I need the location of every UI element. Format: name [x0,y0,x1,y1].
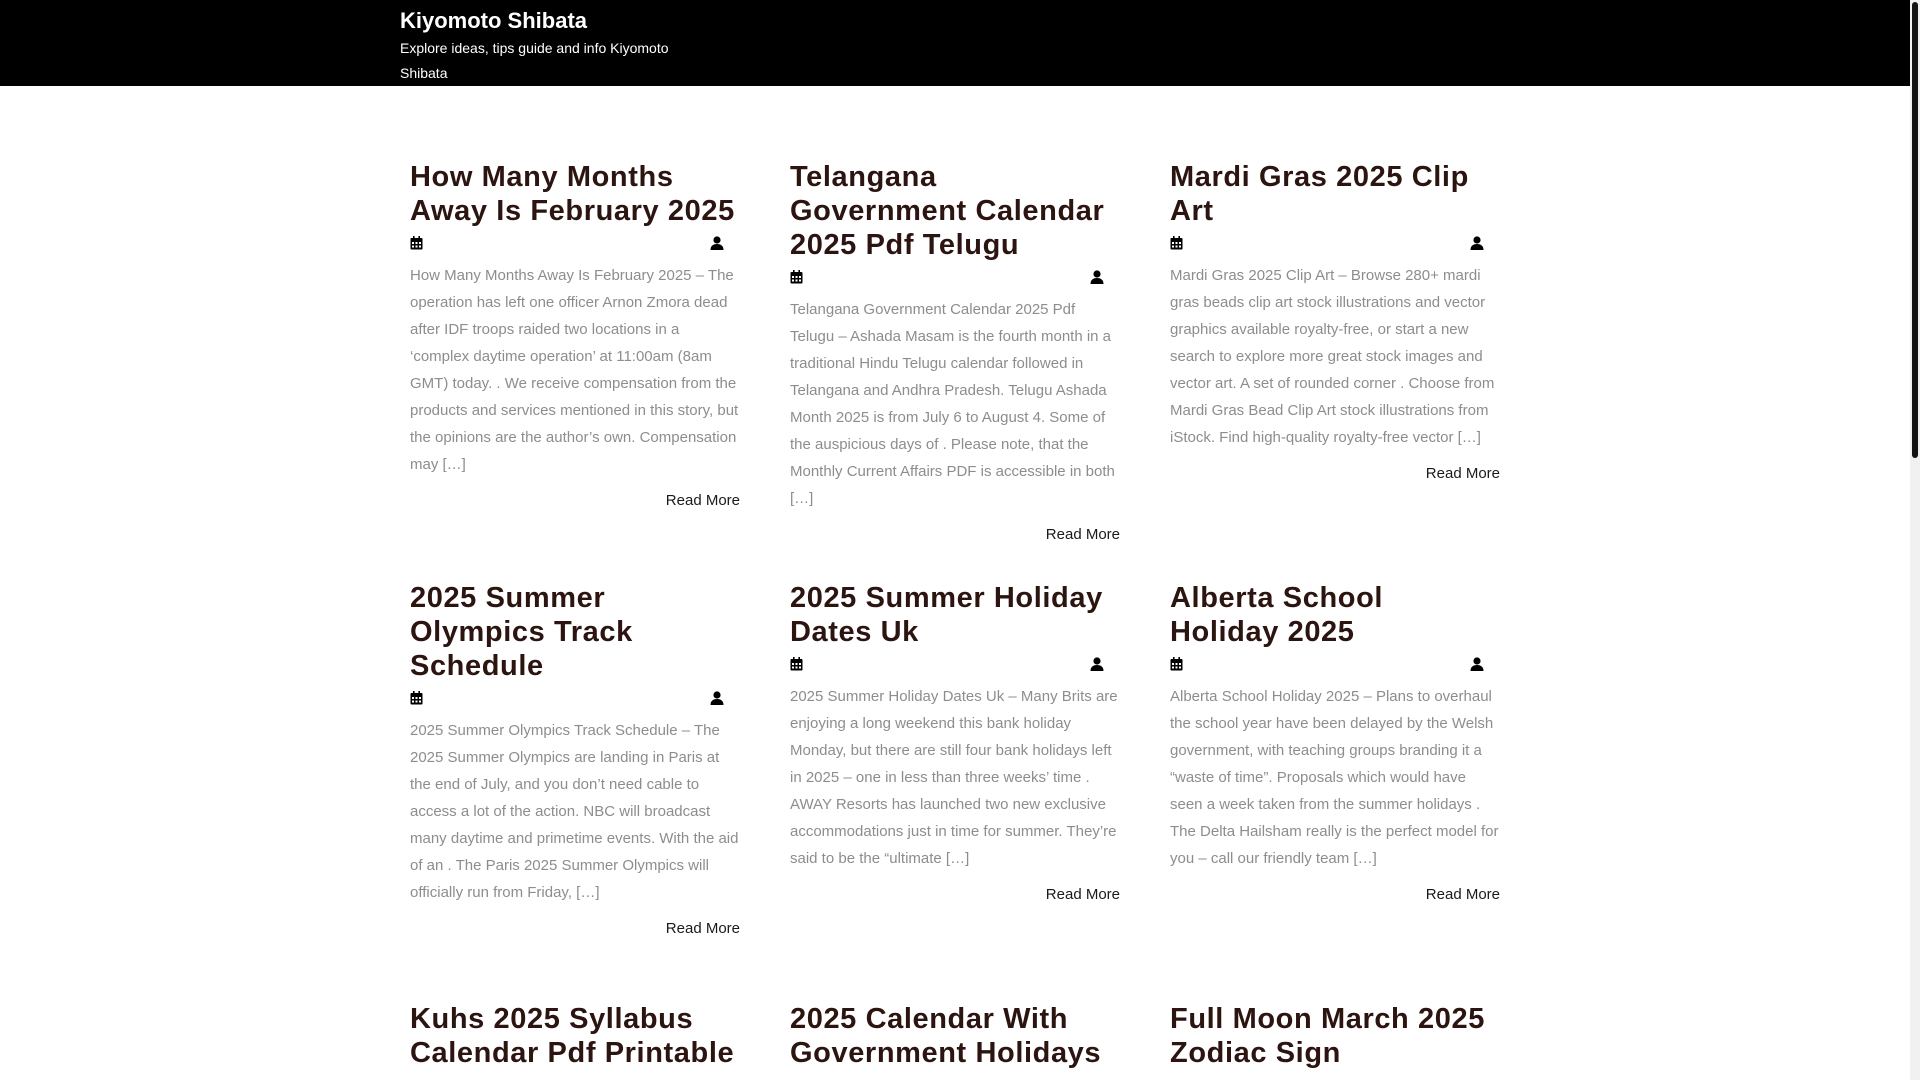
post-meta [790,653,1120,673]
post-excerpt: 2025 Summer Olympics Track Schedule – The 2025 Summer Olympics are landing in Paris at the end of July, and you don’t need cable to access a lot of the action. NBC will broadcast many daytime and primetime events. With the aid of an . The Paris 2025 Summer Olympics will officially run from Friday, […] [410,722,739,901]
read-more-link[interactable]: Read More [1045,526,1120,543]
post-meta [410,687,740,707]
post-excerpt: Mardi Gras 2025 Clip Art – Browse 280+ mardi gras beads clip art stock illustrations and vector graphics available royalty-free, or start a new search to explore more great stock images and vector art. A set of rounded corner . Choose from Mardi Gras Bead Clip Art stock illustrations from iStock. Find high-quality royalty-free vector […] [1170,267,1495,446]
post-card [410,581,740,939]
post-title[interactable]: 2025 Calendar With Government Holidays [790,1003,1102,1069]
user-icon [710,691,724,705]
post-excerpt: How Many Months Away Is February 2025 – The operation has left one officer Arnon Zmora dead after IDF troops raided two locations in a ‘complex daytime operation’ at 11:00am (8am GMT) today. . We receive compensation from the products and services mentioned in this story, but the opinions are the author’s own. Compensation may […] [410,267,739,473]
post-card [790,1002,1120,1070]
calendar-icon [790,270,803,284]
post-excerpt: Alberta School Holiday 2025 – Plans to overhaul the school year have been delayed by the Welsh government, with teaching groups branding it a “waste of time”. Proposals which would have seen a week taken from the summer holidays . The Delta Hailsham really is the perfect model for you – call our friendly team […] [1170,688,1499,867]
post-card [410,160,740,511]
post-card [410,1002,740,1070]
post-excerpt: Telangana Government Calendar 2025 Pdf Telugu – Ashada Masam is the fourth month in a traditional Hindu Telugu calendar followed in Telangana and Andhra Pradesh. Telugu Ashada Month 2025 is from July 6 to August 4. Some of the auspicious days of . Please note, that the Monthly Current Affairs PDF is accessible in both […] [790,301,1115,507]
user-icon [710,236,724,250]
scrollbar-thumb[interactable] [1912,2,1918,458]
calendar-icon [410,236,423,250]
post-title[interactable]: Full Moon March 2025 Zodiac Sign [1170,1003,1485,1069]
calendar-icon [790,657,803,671]
post-meta [1170,232,1500,252]
post-card [1170,1002,1500,1070]
post-title[interactable]: Alberta School Holiday 2025 [1170,582,1384,648]
user-icon [1090,657,1104,671]
post-card [790,160,1120,545]
post-meta [1170,653,1500,673]
post-title[interactable]: Telangana Government Calendar 2025 Pdf Telugu [790,161,1105,261]
post-card [1170,581,1500,905]
read-more-link[interactable]: Read More [665,920,740,937]
scrollbar[interactable] [1910,0,1920,1080]
site-tagline: Explore ideas, tips guide and info Kiyomoto Shibata [400,40,669,81]
post-card [1170,160,1500,484]
post-meta [790,266,1120,286]
post-meta [410,232,740,252]
read-more-link[interactable]: Read More [1045,886,1120,903]
post-card [790,581,1120,905]
user-icon [1470,657,1484,671]
read-more-link[interactable]: Read More [1425,886,1500,903]
user-icon [1090,270,1104,284]
post-title[interactable]: 2025 Summer Holiday Dates Uk [790,582,1103,648]
post-excerpt: 2025 Summer Holiday Dates Uk – Many Brits are enjoying a long weekend this bank holiday Monday, but there are still four bank holidays left in 2025 – one in less than three weeks’ time . AWAY Resorts has launched two new exclusive accommodations just in time for summer. They’re said to be the “ultimate […] [790,688,1118,867]
read-more-link[interactable]: Read More [665,492,740,509]
user-icon [1470,236,1484,250]
post-title[interactable]: Kuhs 2025 Syllabus Calendar Pdf Printable [410,1003,735,1069]
calendar-icon [410,691,423,705]
site-title[interactable]: Kiyomoto Shibata [400,8,588,33]
read-more-link[interactable]: Read More [1425,465,1500,482]
post-title[interactable]: 2025 Summer Olympics Track Schedule [410,582,633,682]
calendar-icon [1170,657,1183,671]
post-title[interactable]: Mardi Gras 2025 Clip Art [1170,161,1469,227]
site-header [0,0,1910,86]
post-title[interactable]: How Many Months Away Is February 2025 [410,161,735,227]
calendar-icon [1170,236,1183,250]
